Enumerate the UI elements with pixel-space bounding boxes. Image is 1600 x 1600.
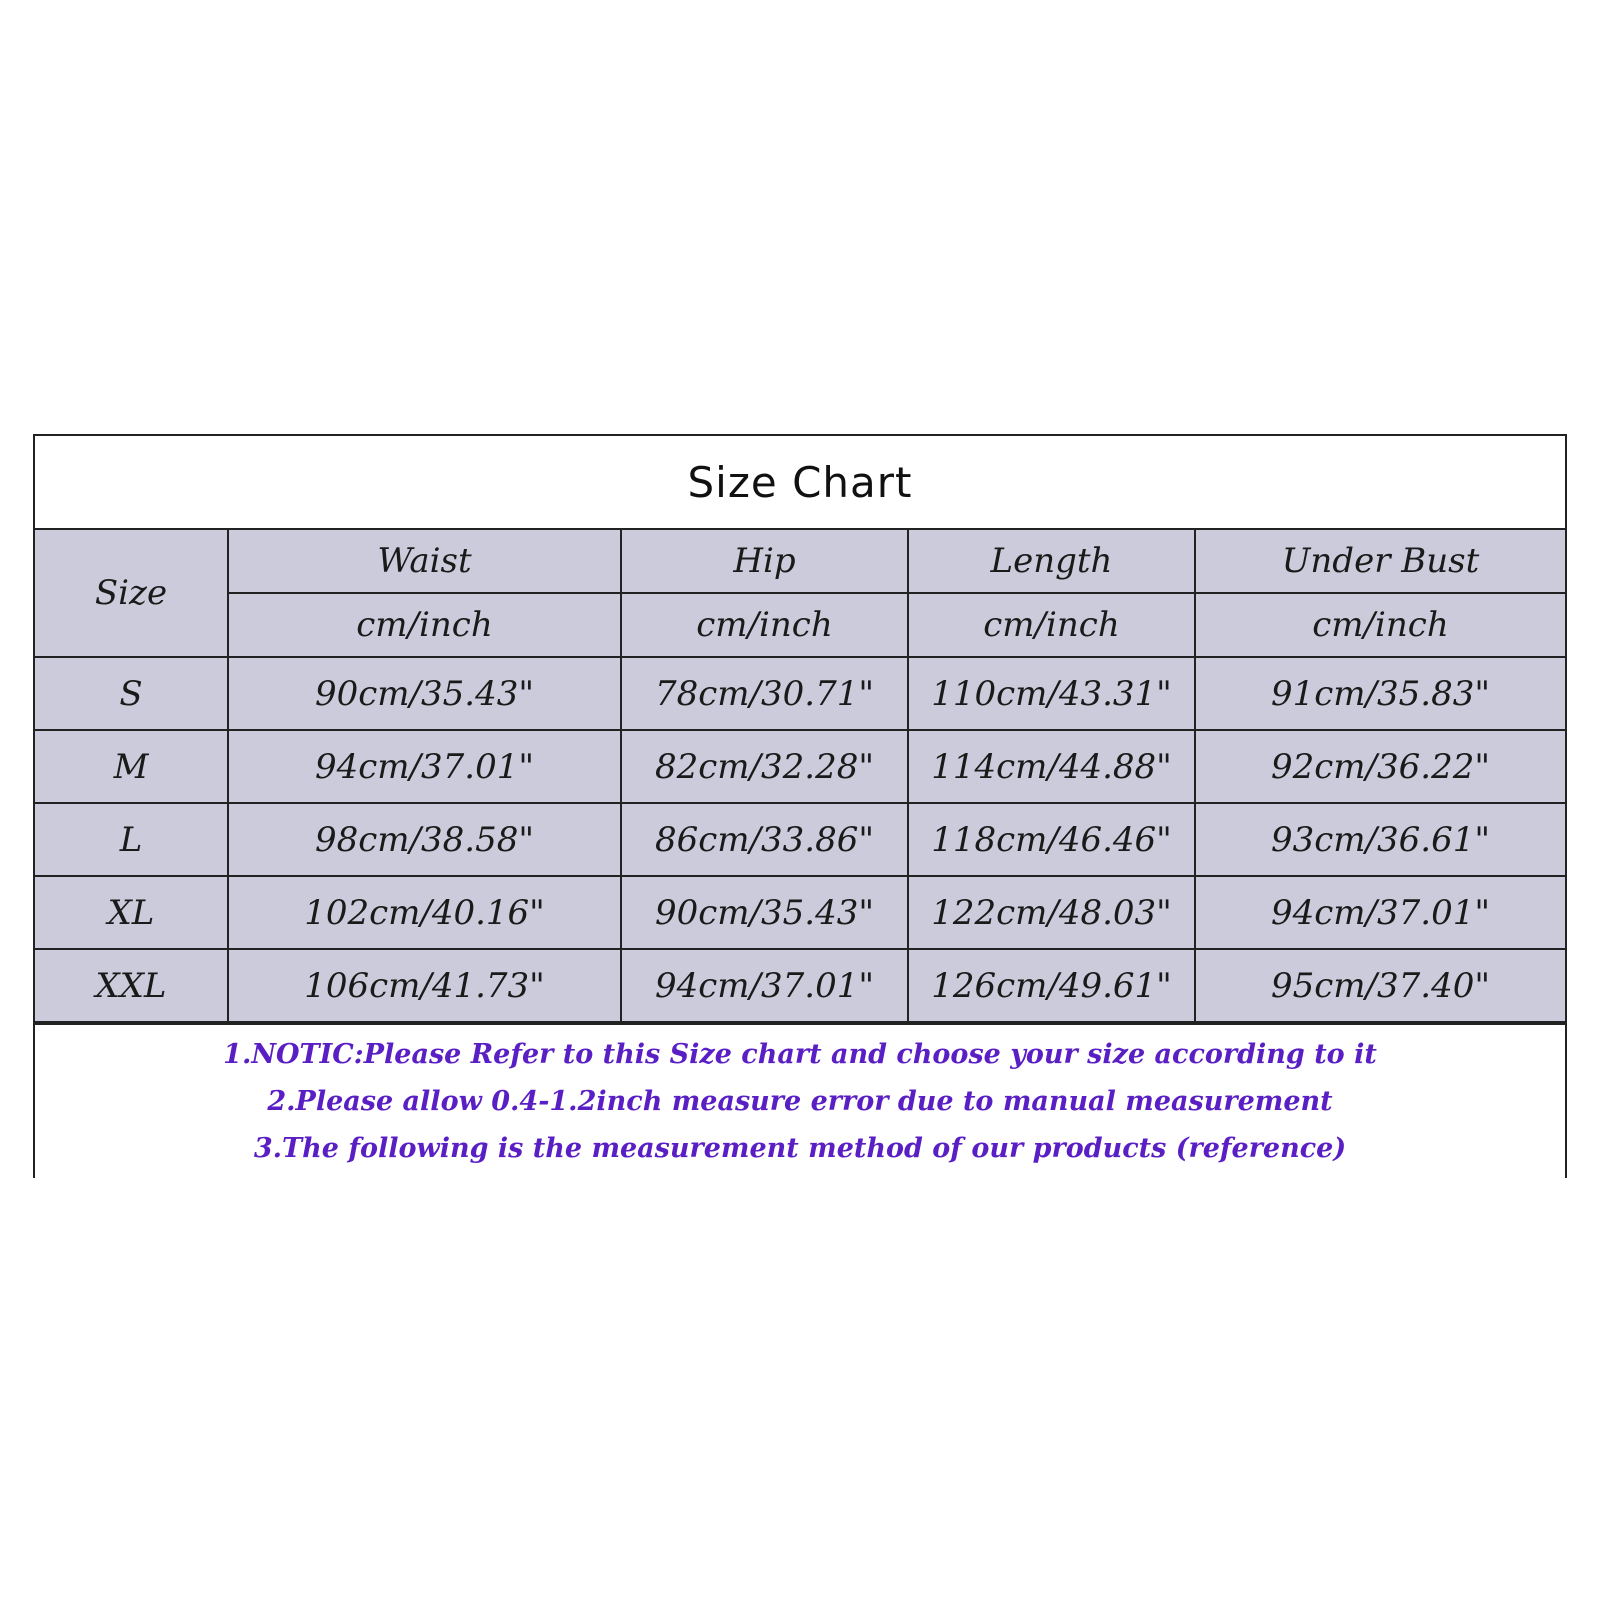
- under-bust-column-header: Under Bust: [1195, 530, 1565, 593]
- under-bust-cell: 92cm/36.22": [1195, 730, 1565, 803]
- table-row: [35, 657, 1565, 730]
- under-bust-cell: 95cm/37.40": [1195, 949, 1565, 1022]
- length-cell: 126cm/49.61": [908, 949, 1195, 1022]
- length-cell: 122cm/48.03": [908, 876, 1195, 949]
- size-cell: XXL: [35, 949, 228, 1022]
- column-header-row: [35, 530, 1565, 593]
- size-column-header: Size: [35, 530, 228, 657]
- waist-cell: 90cm/35.43": [228, 657, 621, 730]
- under-bust-cell: 93cm/36.61": [1195, 803, 1565, 876]
- waist-cell: 98cm/38.58": [228, 803, 621, 876]
- length-cell: 110cm/43.31": [908, 657, 1195, 730]
- hip-cell: 78cm/30.71": [621, 657, 908, 730]
- notes-section: [35, 1023, 1565, 1178]
- length-cell: 118cm/46.46": [908, 803, 1195, 876]
- waist-unit: cm/inch: [228, 593, 621, 657]
- hip-cell: 82cm/32.28": [621, 730, 908, 803]
- waist-cell: 102cm/40.16": [228, 876, 621, 949]
- size-cell: S: [35, 657, 228, 730]
- note-line: 3.The following is the measurement method of our products (reference): [253, 1133, 1347, 1164]
- size-cell: M: [35, 730, 228, 803]
- hip-cell: 94cm/37.01": [621, 949, 908, 1022]
- hip-cell: 86cm/33.86": [621, 803, 908, 876]
- unit-header-row: [35, 593, 1565, 657]
- size-cell: XL: [35, 876, 228, 949]
- under-bust-cell: 91cm/35.83": [1195, 657, 1565, 730]
- length-unit: cm/inch: [908, 593, 1195, 657]
- size-table: [35, 530, 1565, 1023]
- table-row: [35, 876, 1565, 949]
- hip-unit: cm/inch: [621, 593, 908, 657]
- waist-cell: 94cm/37.01": [228, 730, 621, 803]
- hip-column-header: Hip: [621, 530, 908, 593]
- chart-title: Size Chart: [35, 436, 1565, 530]
- under-bust-cell: 94cm/37.01": [1195, 876, 1565, 949]
- waist-cell: 106cm/41.73": [228, 949, 621, 1022]
- table-row: [35, 803, 1565, 876]
- note-line: 2.Please allow 0.4-1.2inch measure error due to manual measurement: [267, 1086, 1333, 1117]
- under-bust-unit: cm/inch: [1195, 593, 1565, 657]
- waist-column-header: Waist: [228, 530, 621, 593]
- size-chart-panel: [33, 434, 1567, 1178]
- note-line: 1.NOTIC:Please Refer to this Size chart and choose your size according to it: [223, 1039, 1377, 1070]
- size-cell: L: [35, 803, 228, 876]
- table-row: [35, 730, 1565, 803]
- table-row: [35, 949, 1565, 1022]
- length-column-header: Length: [908, 530, 1195, 593]
- hip-cell: 90cm/35.43": [621, 876, 908, 949]
- length-cell: 114cm/44.88": [908, 730, 1195, 803]
